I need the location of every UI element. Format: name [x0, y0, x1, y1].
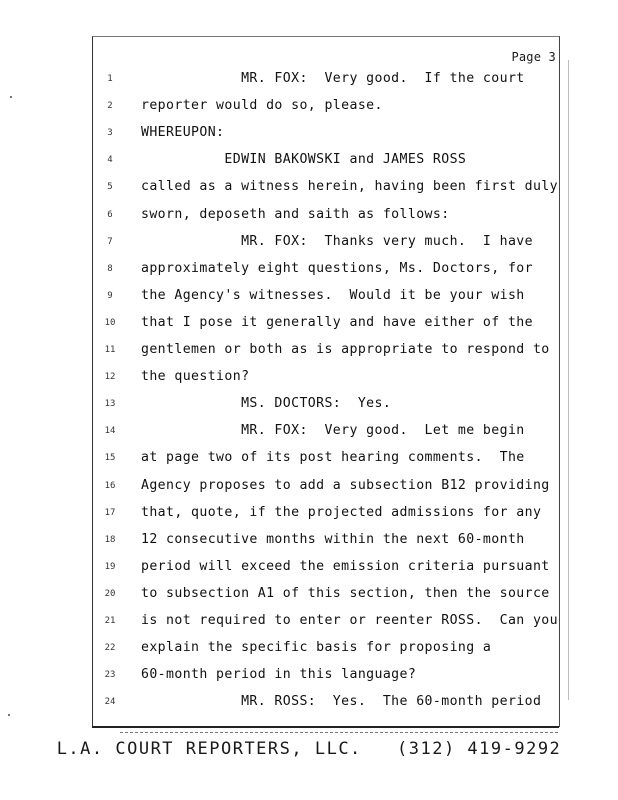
transcript-line-text: WHEREUPON:	[141, 125, 225, 141]
transcript-line-text: the Agency's witnesses. Would it be your wish	[141, 287, 525, 303]
line-number: 22	[104, 643, 116, 654]
page-number-label: Page 3	[511, 50, 556, 64]
line-number: 12	[104, 372, 116, 383]
line-number: 8	[107, 263, 113, 274]
transcript-line-text: called as a witness herein, having been first duly	[141, 179, 558, 195]
transcript-line-text: MR. ROSS: Yes. The 60-month period	[141, 694, 542, 710]
line-number: 19	[104, 561, 116, 572]
line-number: 6	[107, 209, 113, 220]
line-number: 23	[104, 670, 116, 681]
transcript-line-text: gentlemen or both as is appropriate to respond to	[141, 342, 550, 357]
transcript-line-text: that, quote, if the projected admissions for any	[141, 504, 542, 520]
line-number: 1	[107, 74, 113, 84]
transcript-line-text: is not required to enter or reenter ROSS. Can you	[141, 613, 558, 628]
line-number: 9	[107, 290, 113, 301]
line-number: 16	[104, 480, 116, 491]
line-number: 24	[104, 697, 116, 708]
transcript-line-text: MR. FOX: Very good. Let me begin	[141, 423, 525, 439]
transcript-line-text: MR. FOX: Very good. If the court	[141, 71, 525, 86]
transcript-line-text: approximately eight questions, Ms. Doctors, for	[141, 260, 533, 276]
line-number: 21	[104, 616, 116, 626]
line-number: 18	[104, 534, 116, 545]
transcript-line-text: the question?	[141, 369, 250, 385]
transcript-line-text: EDWIN BAKOWSKI and JAMES ROSS	[141, 152, 467, 168]
scan-edge-shadow	[568, 60, 569, 700]
transcript-line-text: 12 consecutive months within the next 60-month	[141, 531, 525, 547]
line-number: 17	[104, 507, 116, 518]
line-number: 2	[107, 101, 113, 112]
transcript-line-text: to subsection A1 of this section, then the source	[141, 585, 550, 601]
transcript-line-text: that I pose it generally and have either of the	[141, 314, 533, 330]
scan-speck	[8, 714, 10, 716]
transcript-line-text: MR. FOX: Thanks very much. I have	[141, 233, 533, 249]
scan-speck	[10, 96, 12, 98]
line-number: 14	[104, 426, 116, 437]
transcript-line-text: at page two of its post hearing comments. The	[141, 450, 525, 466]
transcript-line-text: period will exceed the emission criteria pursuant	[141, 558, 550, 574]
transcript-line-text: 60-month period in this language?	[141, 667, 417, 683]
court-reporter-footer: L.A. COURT REPORTERS, LLC. (312) 419-9292	[56, 739, 562, 759]
line-number: 10	[104, 317, 116, 328]
line-number: 4	[107, 155, 113, 166]
line-number: 7	[107, 236, 113, 247]
transcript-line-text: reporter would do so, please.	[141, 98, 383, 114]
page-frame-bottom-dashed-rule	[120, 732, 558, 733]
line-number: 20	[104, 588, 116, 599]
transcript-line-text: explain the specific basis for proposing a	[141, 640, 492, 656]
transcript-line-text: Agency proposes to add a subsection B12 providing	[141, 477, 550, 493]
line-number: 15	[104, 453, 116, 464]
line-number: 11	[104, 345, 116, 355]
transcript-line-text: sworn, deposeth and saith as follows:	[141, 206, 450, 222]
page-frame-bottom-rule	[92, 726, 559, 728]
line-number: 13	[104, 399, 116, 410]
transcript-line-text: MS. DOCTORS: Yes.	[141, 396, 392, 412]
line-number: 5	[107, 182, 113, 193]
line-number: 3	[107, 128, 113, 139]
